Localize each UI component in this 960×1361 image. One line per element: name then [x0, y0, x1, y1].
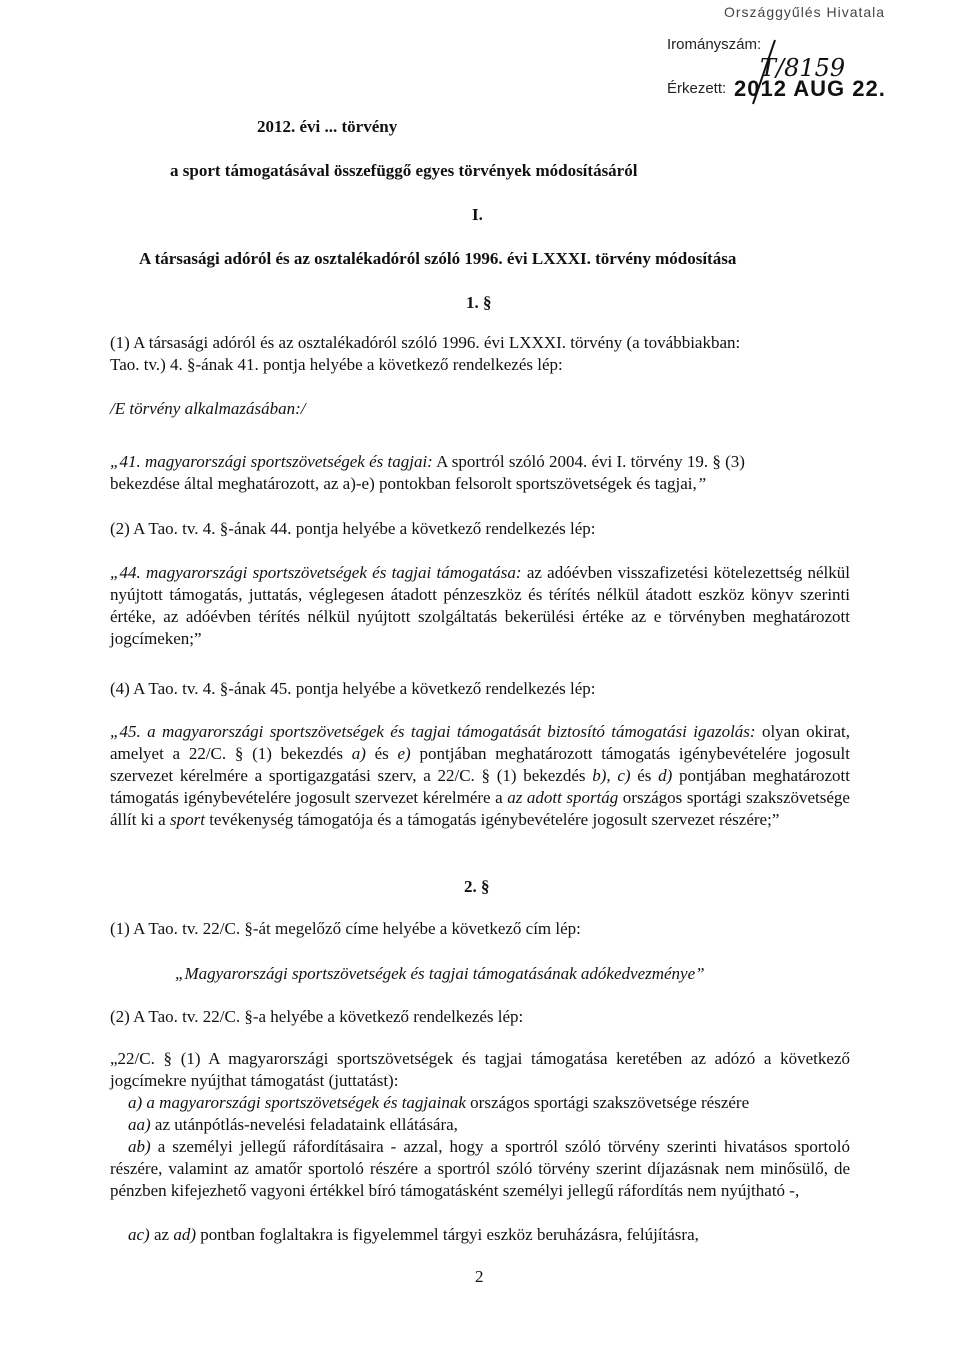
s2-new-title: „Magyarországi sportszövetségek és tagjai támogatásának adókedvezménye” [175, 964, 705, 983]
context-note: /E törvény alkalmazásában:/ [110, 399, 306, 418]
point-45-text-3: pontjában meghatározott támogatás igénybevételére jogosult szervezet kérelmére a sportigazgatási szerv, a 22/C. § (1) bekezdés [110, 744, 850, 785]
point-44-text: az adóévben visszafizetési kötelezettség nélkül nyújtott támogatás, juttatás, véglegesen átadott pénzeszköz és térítés nélkül átadott eszköz könyv szerinti értéke, az adóévben térítés nélkül nyújtott szolgáltatás bekerülési értéke az e törvényben meghatározott jogcímeken;” [110, 563, 850, 648]
s1-paragraph-4: (4) A Tao. tv. 4. §-ának 45. pontja helyébe a következő rendelkezés lép: [110, 679, 596, 698]
item-ac-ref-ad: ad) [173, 1225, 196, 1244]
point-45-sport: sport [169, 810, 205, 829]
stamp-iromanyszam-value: T/8159 [760, 54, 846, 82]
point-41-text-b: bekezdése által meghatározott, az a)-e) pontokban felsorolt sportszövetségek és tagjai, [110, 474, 697, 493]
point-45-ref-e: e) [397, 744, 411, 763]
stamp-iromanyszam-label: Irományszám: [667, 36, 762, 53]
law-title: 2012. évi ... törvény [257, 117, 398, 136]
item-aa-label: aa) [128, 1115, 151, 1134]
page-number: 2 [475, 1267, 484, 1286]
s2-paragraph-1: (1) A Tao. tv. 22/C. §-át megelőző címe helyébe a következő cím lép: [110, 919, 581, 938]
point-45-paragraph [110, 721, 850, 831]
s1-paragraph-1-line-2: Tao. tv.) 4. §-ának 41. pontja helyébe a következő rendelkezés lép: [110, 355, 563, 374]
item-a-text: országos sportági szakszövetsége részére [465, 1093, 750, 1112]
point-45-ref-a: a) [351, 744, 366, 763]
point-45-ref-bc: b), c) [592, 766, 631, 785]
part-title: A társasági adóról és az osztalékadóról szóló 1996. évi LXXXI. törvény módosítása [139, 249, 737, 268]
point-41-line-2 [110, 473, 706, 495]
item-aa [128, 1114, 458, 1136]
point-45-term: „45. a magyarországi sportszövetségek és tagjai támogatását biztosító támogatási igazolás: [110, 722, 756, 741]
point-45-ref-d: d) [658, 766, 673, 785]
item-a [128, 1092, 749, 1114]
section-1-heading: 1. § [466, 293, 492, 312]
point-45-text-2: és [365, 744, 398, 763]
item-ac-text-a: az [149, 1225, 174, 1244]
point-41-line-1 [110, 451, 745, 473]
point-45-sport-branch: az adott sportág [507, 788, 619, 807]
item-ab-label: ab) [128, 1137, 151, 1156]
point-41-close-quote: ” [696, 474, 707, 493]
s2-paragraph-2: (2) A Tao. tv. 22/C. §-a helyébe a következő rendelkezés lép: [110, 1007, 524, 1026]
point-45-text-7: tevékenység támogatója és a támogatás igénybevételére jogosult szervezet részére;” [204, 810, 780, 829]
item-ac [128, 1224, 699, 1246]
item-ac-label: ac) [128, 1225, 150, 1244]
section-22c-intro: „22/C. § (1) A magyarországi sportszövetségek és tagjai támogatása keretében az adózó a következő jogcímekre nyújthat támogatást (juttatást): [110, 1049, 850, 1090]
law-subtitle: a sport támogatásával összefüggő egyes törvények módosításáról [170, 161, 638, 180]
point-45-text-5: pontjában meghatározott támogatás igénybevételére jogosult szervezet kérelmére a [110, 766, 850, 807]
item-ab [110, 1136, 850, 1202]
item-a-term: a) a magyarországi sportszövetségek és tagjainak [128, 1093, 466, 1112]
stamp-header: Országgyűlés Hivatala [724, 4, 886, 20]
point-41-text-a: A sportról szóló 2004. évi I. törvény 19. § (3) [432, 452, 745, 471]
item-ac-text-b: pontban foglaltakra is figyelemmel tárgyi eszköz beruházásra, felújításra, [195, 1225, 699, 1244]
item-ab-text: a személyi jellegű ráfordításaira - azzal, hogy a sportról szóló törvény szerinti hivatásos sportoló részére, valamint az amatőr sportoló részére a sportról szóló törvény szerint díjazásnak nem minősülő, de pénzben kifejezhető vagyoni értékkel bíró támogatásként személyi jellegű ráfordítás nem nyújtható -, [110, 1137, 850, 1200]
point-44-paragraph [110, 562, 850, 650]
point-44-term: „44. magyarországi sportszövetségek és tagjai támogatása: [110, 563, 522, 582]
part-number: I. [472, 205, 483, 224]
point-45-text-4: és [630, 766, 659, 785]
section-2-heading: 2. § [464, 877, 490, 896]
point-41-term: „41. magyarországi sportszövetségek és tagjai: [110, 452, 433, 471]
point-45-text-6: országos sportági szakszövetsége állít ki a [110, 788, 850, 829]
s1-paragraph-2: (2) A Tao. tv. 4. §-ának 44. pontja helyébe a következő rendelkezés lép: [110, 519, 596, 538]
stamp-erkezett-date: 2012 AUG 22. [734, 76, 886, 101]
stamp-erkezett-label: Érkezett: [667, 80, 727, 97]
point-45-text-1: olyan okirat, amelyet a 22/C. § (1) bekezdés [110, 722, 850, 763]
s1-paragraph-1-line-1: (1) A társasági adóról és az osztalékadóról szóló 1996. évi LXXXI. törvény (a továbbiakban: [110, 333, 741, 352]
item-aa-text: az utánpótlás-nevelési feladataink ellátására, [150, 1115, 458, 1134]
